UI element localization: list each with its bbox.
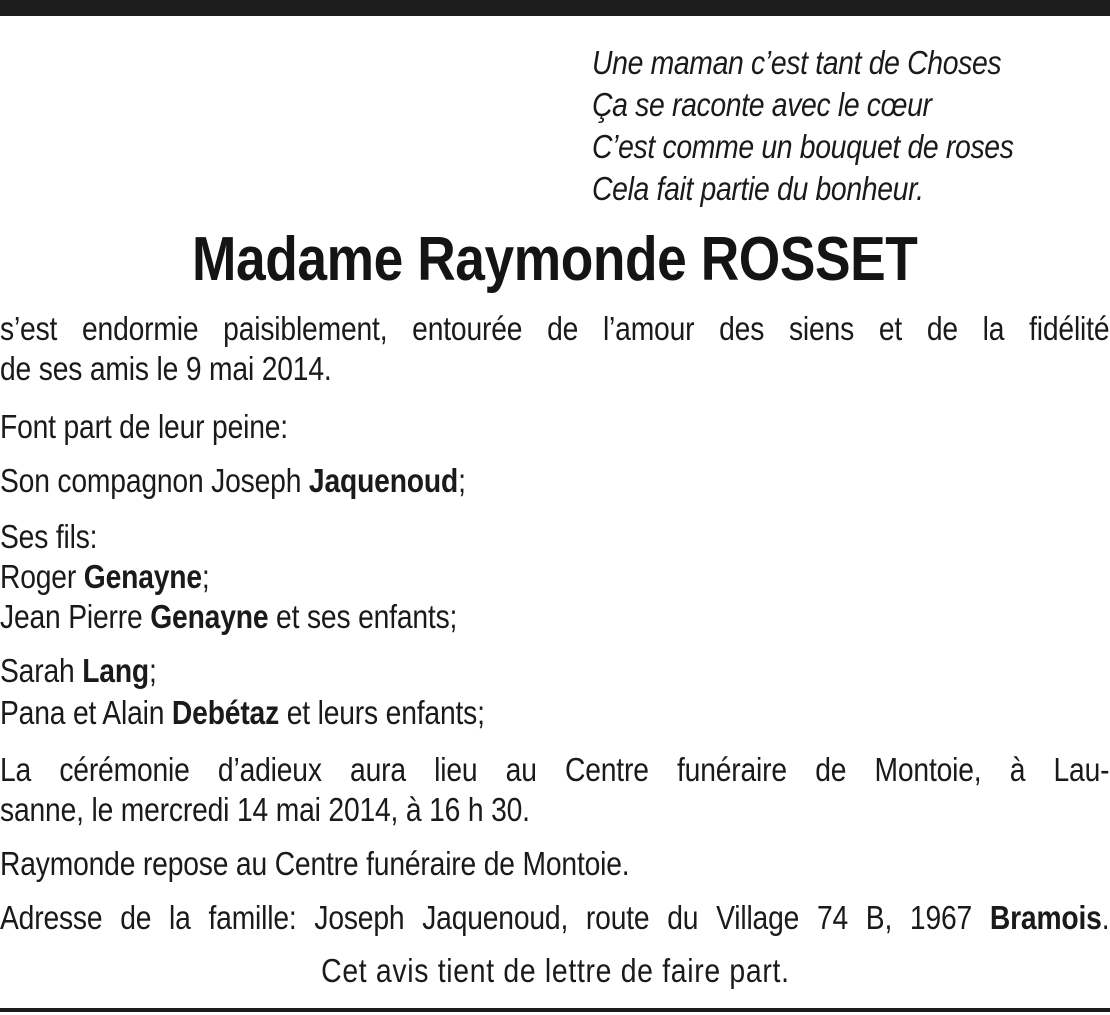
ceremony-line-2: sanne, le mercredi 14 mai 2014, à 16 h 30.: [0, 791, 530, 828]
son1-suffix: ;: [201, 558, 210, 595]
son2-prefix: Jean Pierre: [0, 598, 151, 635]
son2-suffix: et ses enfants;: [268, 598, 458, 635]
title-text: Madame Raymonde ROSSET: [192, 225, 918, 294]
poem-line: C’est comme un bouquet de roses: [592, 128, 1014, 165]
closing-text: Cet avis tient de lettre de faire part.: [320, 952, 790, 989]
son1-surname: Genayne: [83, 558, 202, 595]
address-place: Bramois: [989, 899, 1102, 936]
poem-line: Une maman c’est tant de Choses: [592, 44, 1002, 81]
closing-statement: [0, 951, 1110, 991]
address-suffix: .: [1101, 899, 1110, 936]
intro-line-1: s’est endormie paisiblement, entourée de l’amour des siens et de la fidélité: [0, 310, 1110, 347]
companion-surname: Jaquenoud: [308, 462, 459, 499]
son-line-1: [0, 557, 210, 597]
bottom-rule: [0, 1008, 1110, 1012]
family-line-2: [0, 693, 485, 733]
address-line: [0, 898, 1109, 938]
top-rule: [0, 0, 1110, 16]
ceremony-line-1: La cérémonie d’adieux aura lieu au Centre funéraire de Montoie, à Lau-: [0, 751, 1110, 788]
companion-prefix: Son compagnon Joseph: [0, 462, 309, 499]
family1-suffix: ;: [148, 652, 157, 689]
address-prefix: Adresse de la famille: Joseph Jaquenoud, route du Village 74 B, 1967: [0, 899, 990, 936]
font-part-line: Font part de leur peine:: [0, 408, 288, 445]
companion-suffix: ;: [458, 462, 466, 499]
intro-line-2: de ses amis le 9 mai 2014.: [0, 350, 332, 387]
poem-line: Ça se raconte avec le cœur: [592, 86, 932, 123]
poem: [592, 42, 1014, 210]
family-line-1: [0, 651, 157, 691]
poem-line: Cela fait partie du bonheur.: [592, 170, 924, 207]
companion-line: [0, 461, 466, 501]
son1-prefix: Roger: [0, 558, 84, 595]
repose-line: Raymonde repose au Centre funéraire de Montoie.: [0, 845, 630, 882]
sons-heading: Ses fils:: [0, 518, 98, 555]
family1-surname: Lang: [82, 652, 149, 689]
son2-surname: Genayne: [150, 598, 269, 635]
deceased-name-title: [0, 220, 1110, 300]
family2-prefix: Pana et Alain: [0, 694, 172, 731]
son-line-2: [0, 597, 457, 637]
family2-surname: Debétaz: [171, 694, 280, 731]
family1-prefix: Sarah: [0, 652, 83, 689]
family2-suffix: et leurs enfants;: [279, 694, 485, 731]
